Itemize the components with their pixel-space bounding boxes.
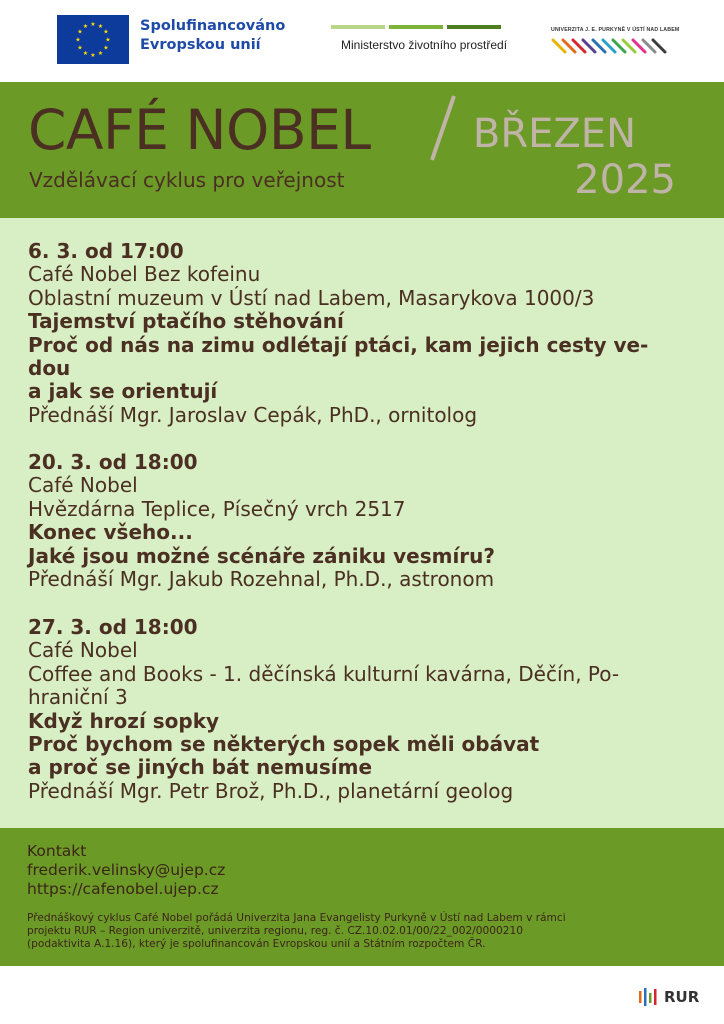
event-2	[28, 451, 698, 591]
month-label: BŘEZEN	[472, 111, 636, 157]
contact-web-link[interactable]: https://cafenobel.ujep.cz	[27, 880, 219, 898]
event-speaker: Přednáší Mgr. Jakub Rozehnal, Ph.D., astronom	[28, 567, 495, 592]
event-speaker: Přednáší Mgr. Jaroslav Cepák, PhD., ornitolog	[28, 402, 478, 427]
contact-block	[27, 842, 225, 899]
eu-label-line2: Evropskou unií	[140, 37, 261, 53]
svg-text:★: ★	[103, 28, 109, 36]
funding-note	[27, 912, 697, 950]
year-label: 2025	[574, 157, 676, 203]
svg-text:★: ★	[90, 21, 96, 28]
event-date: 20. 3. od 18:00	[28, 450, 198, 474]
event-series: Café Nobel	[28, 638, 138, 663]
svg-text:★: ★	[97, 50, 104, 57]
eu-flag-icon	[57, 15, 129, 64]
university-label: UNIVERZITA J. E. PURKYNĚ V ÚSTÍ NAD LABEM	[551, 27, 680, 33]
svg-text:★: ★	[82, 50, 89, 57]
svg-text:★: ★	[82, 23, 89, 30]
svg-text:★: ★	[77, 28, 83, 36]
event-subtitle: Proč od nás na zimu odlétají ptáci, kam jejich cesty ve-	[28, 332, 649, 357]
svg-text:★: ★	[103, 44, 109, 52]
event-3	[28, 616, 698, 803]
ministry-label: Ministerstvo životního prostředí	[341, 38, 508, 52]
logo-bar	[0, 0, 724, 82]
svg-text:★: ★	[105, 36, 111, 44]
svg-text:★: ★	[75, 36, 81, 44]
event-venue: Hvězdárna Teplice, Písečný vrch 2517	[28, 496, 406, 521]
ministry-logo	[331, 25, 508, 52]
svg-text:★: ★	[77, 44, 83, 52]
eu-label-line1: Spolufinancováno	[140, 18, 286, 34]
event-1	[28, 240, 698, 427]
slash-divider	[424, 92, 460, 164]
event-title: Tajemství ptačího stěhování	[28, 309, 344, 334]
event-title: Konec všeho...	[28, 520, 193, 545]
rur-label: RUR	[664, 988, 700, 1006]
event-title: Když hrozí sopky	[28, 708, 220, 733]
event-venue: Coffee and Books - 1. děčínská kulturní kavárna, Děčín, Po-	[28, 661, 620, 686]
eu-cofinanced-label	[140, 17, 285, 55]
event-subtitle: Jaké jsou možné scénáře zániku vesmíru?	[28, 543, 496, 568]
university-stripes-icon	[551, 36, 671, 56]
funding-note-line: projektu RUR – Region univerzitě, univerzita regionu, reg. č. CZ.10.02.01/00/22_002/0000210	[27, 924, 523, 937]
event-speaker: Přednáší Mgr. Petr Brož, Ph.D., planetární geolog	[28, 778, 514, 803]
bottom-bar	[0, 966, 724, 1024]
university-logo	[551, 27, 680, 56]
page-subtitle: Vzdělávací cyklus pro veřejnost	[29, 168, 345, 192]
rur-bars-icon	[638, 987, 660, 1007]
funding-note-line: (podaktivita A.1.16), který je spolufinancován Evropskou unií a Státním rozpočtem ČR.	[27, 937, 486, 950]
event-date: 27. 3. od 18:00	[28, 615, 198, 639]
event-series: Café Nobel Bez kofeinu	[28, 262, 261, 287]
contact-email-link[interactable]: frederik.velinsky@ujep.cz	[27, 861, 226, 879]
event-subtitle: a proč se jiných bát nemusíme	[28, 755, 373, 780]
event-venue: hraniční 3	[28, 685, 128, 710]
contact-label: Kontakt	[27, 842, 87, 860]
funding-note-line: Přednáškový cyklus Café Nobel pořádá Univerzita Jana Evangelisty Purkyně v Ústí nad Labem v rámci	[27, 912, 566, 924]
rur-logo	[638, 987, 699, 1007]
event-series: Café Nobel	[28, 473, 138, 498]
svg-text:★: ★	[90, 52, 96, 59]
event-subtitle: dou	[28, 356, 71, 381]
event-date: 6. 3. od 17:00	[28, 239, 184, 263]
page-title: CAFÉ NOBEL	[28, 98, 371, 162]
event-venue: Oblastní muzeum v Ústí nad Labem, Masarykova 1000/3	[28, 285, 595, 310]
svg-text:★: ★	[97, 23, 104, 30]
ministry-stripes	[331, 25, 501, 29]
event-subtitle: Proč bychom se některých sopek měli obávat	[28, 732, 540, 757]
event-subtitle: a jak se orientují	[28, 379, 218, 404]
